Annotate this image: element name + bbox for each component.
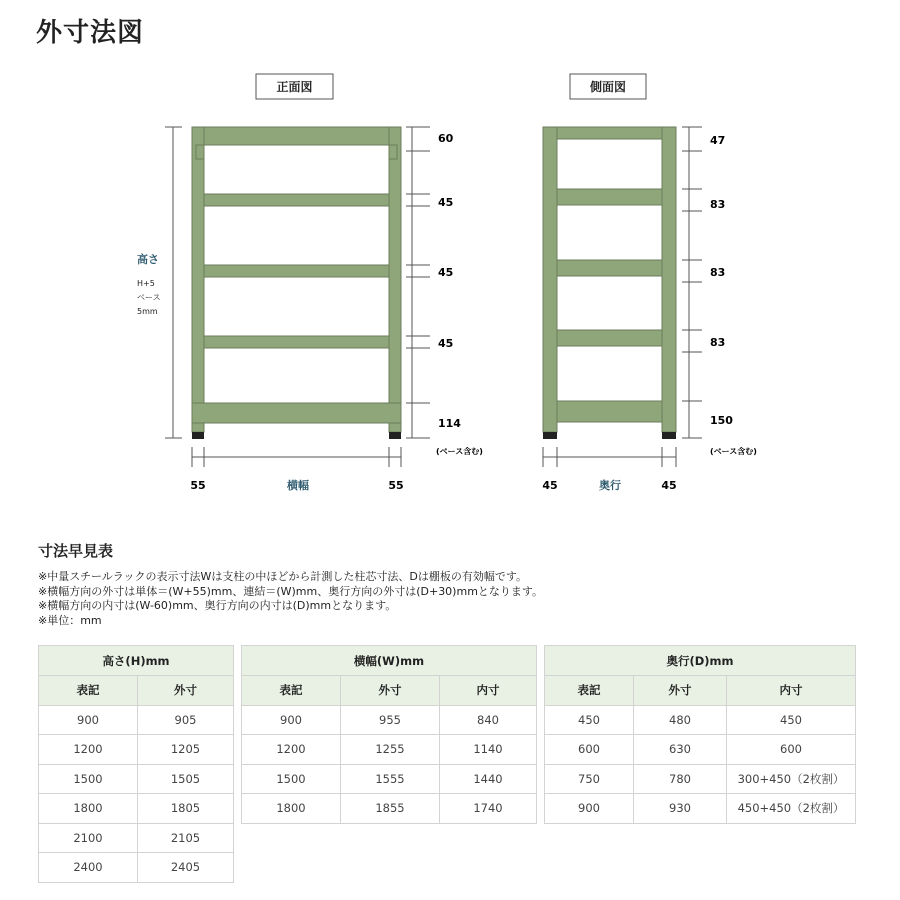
depth-table xyxy=(544,645,856,824)
front-rack-frame xyxy=(192,127,401,432)
width-cell: 1740 xyxy=(440,794,537,824)
note-1: ※中量スチールラックの表示寸法Wは支柱の中ほどから計測した柱芯寸法、Dは棚板の有効幅です。 xyxy=(38,570,528,583)
dimension-drawing xyxy=(0,60,900,500)
depth-cell: 480 xyxy=(634,705,727,735)
side-rack-frame xyxy=(543,127,676,432)
depth-cell: 450 xyxy=(545,705,634,735)
width-cell: 840 xyxy=(440,705,537,735)
height-header-label: 表記 xyxy=(39,676,138,706)
width-cell: 955 xyxy=(341,705,440,735)
note-3: ※横幅方向の内寸は(W-60)mm、奥行方向の内寸は(D)mmとなります。 xyxy=(38,599,397,612)
side-bottom-right: 45 xyxy=(661,479,677,492)
table-row xyxy=(39,764,234,794)
table-row xyxy=(545,794,856,824)
height-cell: 1500 xyxy=(39,764,138,794)
side-view-title: 側面図 xyxy=(589,80,627,94)
width-cell: 1800 xyxy=(242,794,341,824)
height-label: 高さ xyxy=(137,253,159,266)
front-bottom-right: 55 xyxy=(388,479,404,492)
width-cell: 1855 xyxy=(341,794,440,824)
note-2: ※横幅方向の外寸は単体＝(W+55)mm、連結＝(W)mm、奥行方向の外寸は(D+30)mmとなります。 xyxy=(38,584,544,598)
depth-cell: 600 xyxy=(545,735,634,765)
height-note-2: ベース xyxy=(137,293,161,302)
height-cell: 1200 xyxy=(39,735,138,765)
height-cell: 1205 xyxy=(138,735,234,765)
depth-header-inner: 内寸 xyxy=(727,676,856,706)
width-cell: 1255 xyxy=(341,735,440,765)
front-bottom-left: 55 xyxy=(190,479,206,492)
side-dim-5: 150 xyxy=(710,414,733,427)
front-bottom-dimension-line xyxy=(192,447,401,467)
height-cell: 2405 xyxy=(138,853,234,883)
width-header-inner: 内寸 xyxy=(440,676,537,706)
side-view xyxy=(542,74,757,492)
depth-cell: 930 xyxy=(634,794,727,824)
height-cell: 1800 xyxy=(39,794,138,824)
side-dim-2: 83 xyxy=(710,198,726,211)
table-row xyxy=(242,764,537,794)
table-row xyxy=(39,794,234,824)
width-cell: 1555 xyxy=(341,764,440,794)
depth-header-outer: 外寸 xyxy=(634,676,727,706)
depth-table-caption: 奥行(D)mm xyxy=(545,646,856,676)
side-left-foot xyxy=(543,432,557,439)
depth-header-label: 表記 xyxy=(545,676,634,706)
width-cell: 1200 xyxy=(242,735,341,765)
table-row xyxy=(242,705,537,735)
front-dim-1: 60 xyxy=(438,132,454,145)
side-bottom-dimension-line xyxy=(543,447,676,467)
width-cell: 1440 xyxy=(440,764,537,794)
width-table-caption: 横幅(W)mm xyxy=(242,646,537,676)
table-row xyxy=(39,705,234,735)
width-header-outer: 外寸 xyxy=(341,676,440,706)
front-right-dimension-line xyxy=(406,127,430,438)
side-bottom-left: 45 xyxy=(542,479,558,492)
table-row xyxy=(242,735,537,765)
front-base-note: (ベース含む) xyxy=(436,447,483,456)
height-header-outer: 外寸 xyxy=(138,676,234,706)
section-title: 寸法早見表 xyxy=(38,542,114,560)
height-table xyxy=(38,645,234,883)
depth-cell: 630 xyxy=(634,735,727,765)
table-row xyxy=(545,764,856,794)
side-right-foot xyxy=(662,432,676,439)
side-dim-4: 83 xyxy=(710,336,726,349)
side-depth-label: 奥行 xyxy=(599,479,621,492)
height-cell: 2105 xyxy=(138,823,234,853)
height-cell: 900 xyxy=(39,705,138,735)
depth-cell: 780 xyxy=(634,764,727,794)
height-cell: 2100 xyxy=(39,823,138,853)
front-dim-3: 45 xyxy=(438,266,454,279)
height-note-3: 5mm xyxy=(137,307,158,316)
side-base-note: (ベース含む) xyxy=(710,447,757,456)
front-dim-2: 45 xyxy=(438,196,454,209)
width-cell: 1500 xyxy=(242,764,341,794)
depth-cell: 600 xyxy=(727,735,856,765)
notes xyxy=(38,570,543,628)
width-table xyxy=(241,645,537,824)
depth-cell: 450+450（2枚割） xyxy=(727,794,856,824)
note-4: ※単位：mm xyxy=(38,613,102,627)
table-row xyxy=(39,735,234,765)
front-dim-4: 45 xyxy=(438,337,454,350)
front-dim-5: 114 xyxy=(438,417,461,430)
table-row xyxy=(242,794,537,824)
page-title: 外寸法図 xyxy=(36,18,145,48)
table-row xyxy=(545,735,856,765)
side-dim-3: 83 xyxy=(710,266,726,279)
table-row xyxy=(39,823,234,853)
table-row xyxy=(39,853,234,883)
table-row xyxy=(545,705,856,735)
width-cell: 900 xyxy=(242,705,341,735)
height-note-1: H+5 xyxy=(137,279,155,288)
depth-cell: 900 xyxy=(545,794,634,824)
height-cell: 1805 xyxy=(138,794,234,824)
front-left-foot xyxy=(192,432,204,439)
height-cell: 1505 xyxy=(138,764,234,794)
width-cell: 1140 xyxy=(440,735,537,765)
height-cell: 2400 xyxy=(39,853,138,883)
side-dim-1: 47 xyxy=(710,134,726,147)
depth-cell: 750 xyxy=(545,764,634,794)
height-cell: 905 xyxy=(138,705,234,735)
depth-cell: 450 xyxy=(727,705,856,735)
front-width-label: 横幅 xyxy=(287,479,309,492)
width-header-label: 表記 xyxy=(242,676,341,706)
depth-cell: 300+450（2枚割） xyxy=(727,764,856,794)
front-view-title: 正面図 xyxy=(276,80,313,94)
height-table-caption: 高さ(H)mm xyxy=(39,646,234,676)
front-right-foot xyxy=(389,432,401,439)
front-view xyxy=(137,74,483,492)
side-right-dimension-line xyxy=(682,127,702,438)
